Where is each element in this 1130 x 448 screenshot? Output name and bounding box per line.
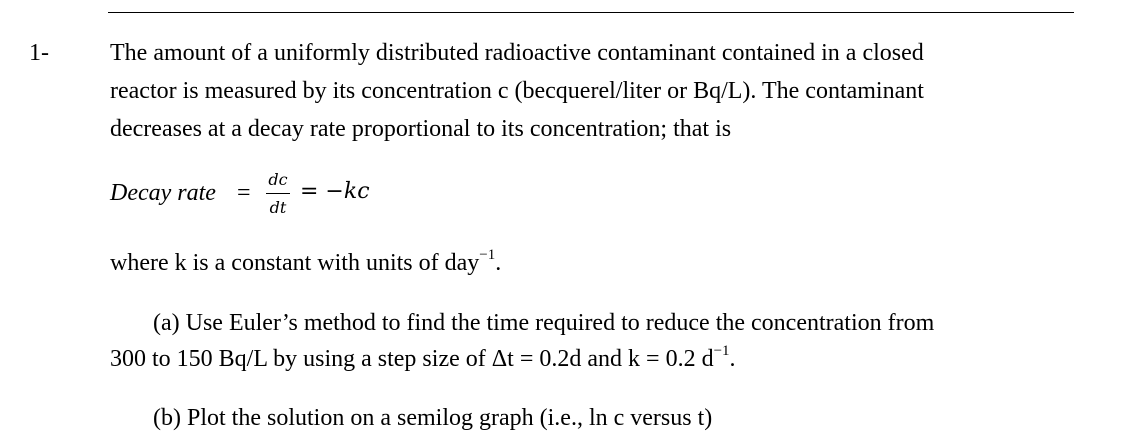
- fraction-numerator: dc: [268, 170, 288, 189]
- part-a-exponent: −1: [713, 343, 730, 359]
- equation-equals: =: [237, 180, 251, 206]
- rhs-prefix: = −: [300, 179, 344, 204]
- part-a-suffix: .: [729, 346, 736, 372]
- part-a-line-2: [110, 344, 736, 374]
- equation-lhs: Decay rate: [110, 180, 216, 206]
- top-rule-divider: [108, 12, 1074, 13]
- question-number: 1-: [29, 40, 49, 66]
- paragraph-line-3: decreases at a decay rate proportional to its concentration; that is: [110, 116, 732, 142]
- paragraph-line-1: The amount of a uniformly distributed radioactive contaminant contained in a closed: [110, 40, 924, 66]
- where-suffix: .: [495, 250, 502, 276]
- where-text: where k is a constant with units of day: [110, 250, 480, 276]
- fraction-denominator: dt: [269, 198, 287, 217]
- rhs-variable: kc: [343, 179, 370, 204]
- part-a-text: 300 to 150 Bq/L by using a step size of Δt = 0.2d and k = 0.2 d: [110, 346, 714, 372]
- equation-rhs: [300, 179, 370, 204]
- part-b-line: (b) Plot the solution on a semilog graph (i.e., ln c versus t): [153, 405, 713, 431]
- part-a-line-1: (a) Use Euler’s method to find the time required to reduce the concentration from: [153, 310, 935, 336]
- where-line: [110, 248, 501, 278]
- derivative-fraction: [264, 170, 292, 220]
- paragraph-line-2: reactor is measured by its concentration c (becquerel/liter or Bq/L). The contaminant: [110, 78, 924, 104]
- where-exponent: −1: [479, 247, 496, 263]
- fraction-bar: [266, 193, 290, 194]
